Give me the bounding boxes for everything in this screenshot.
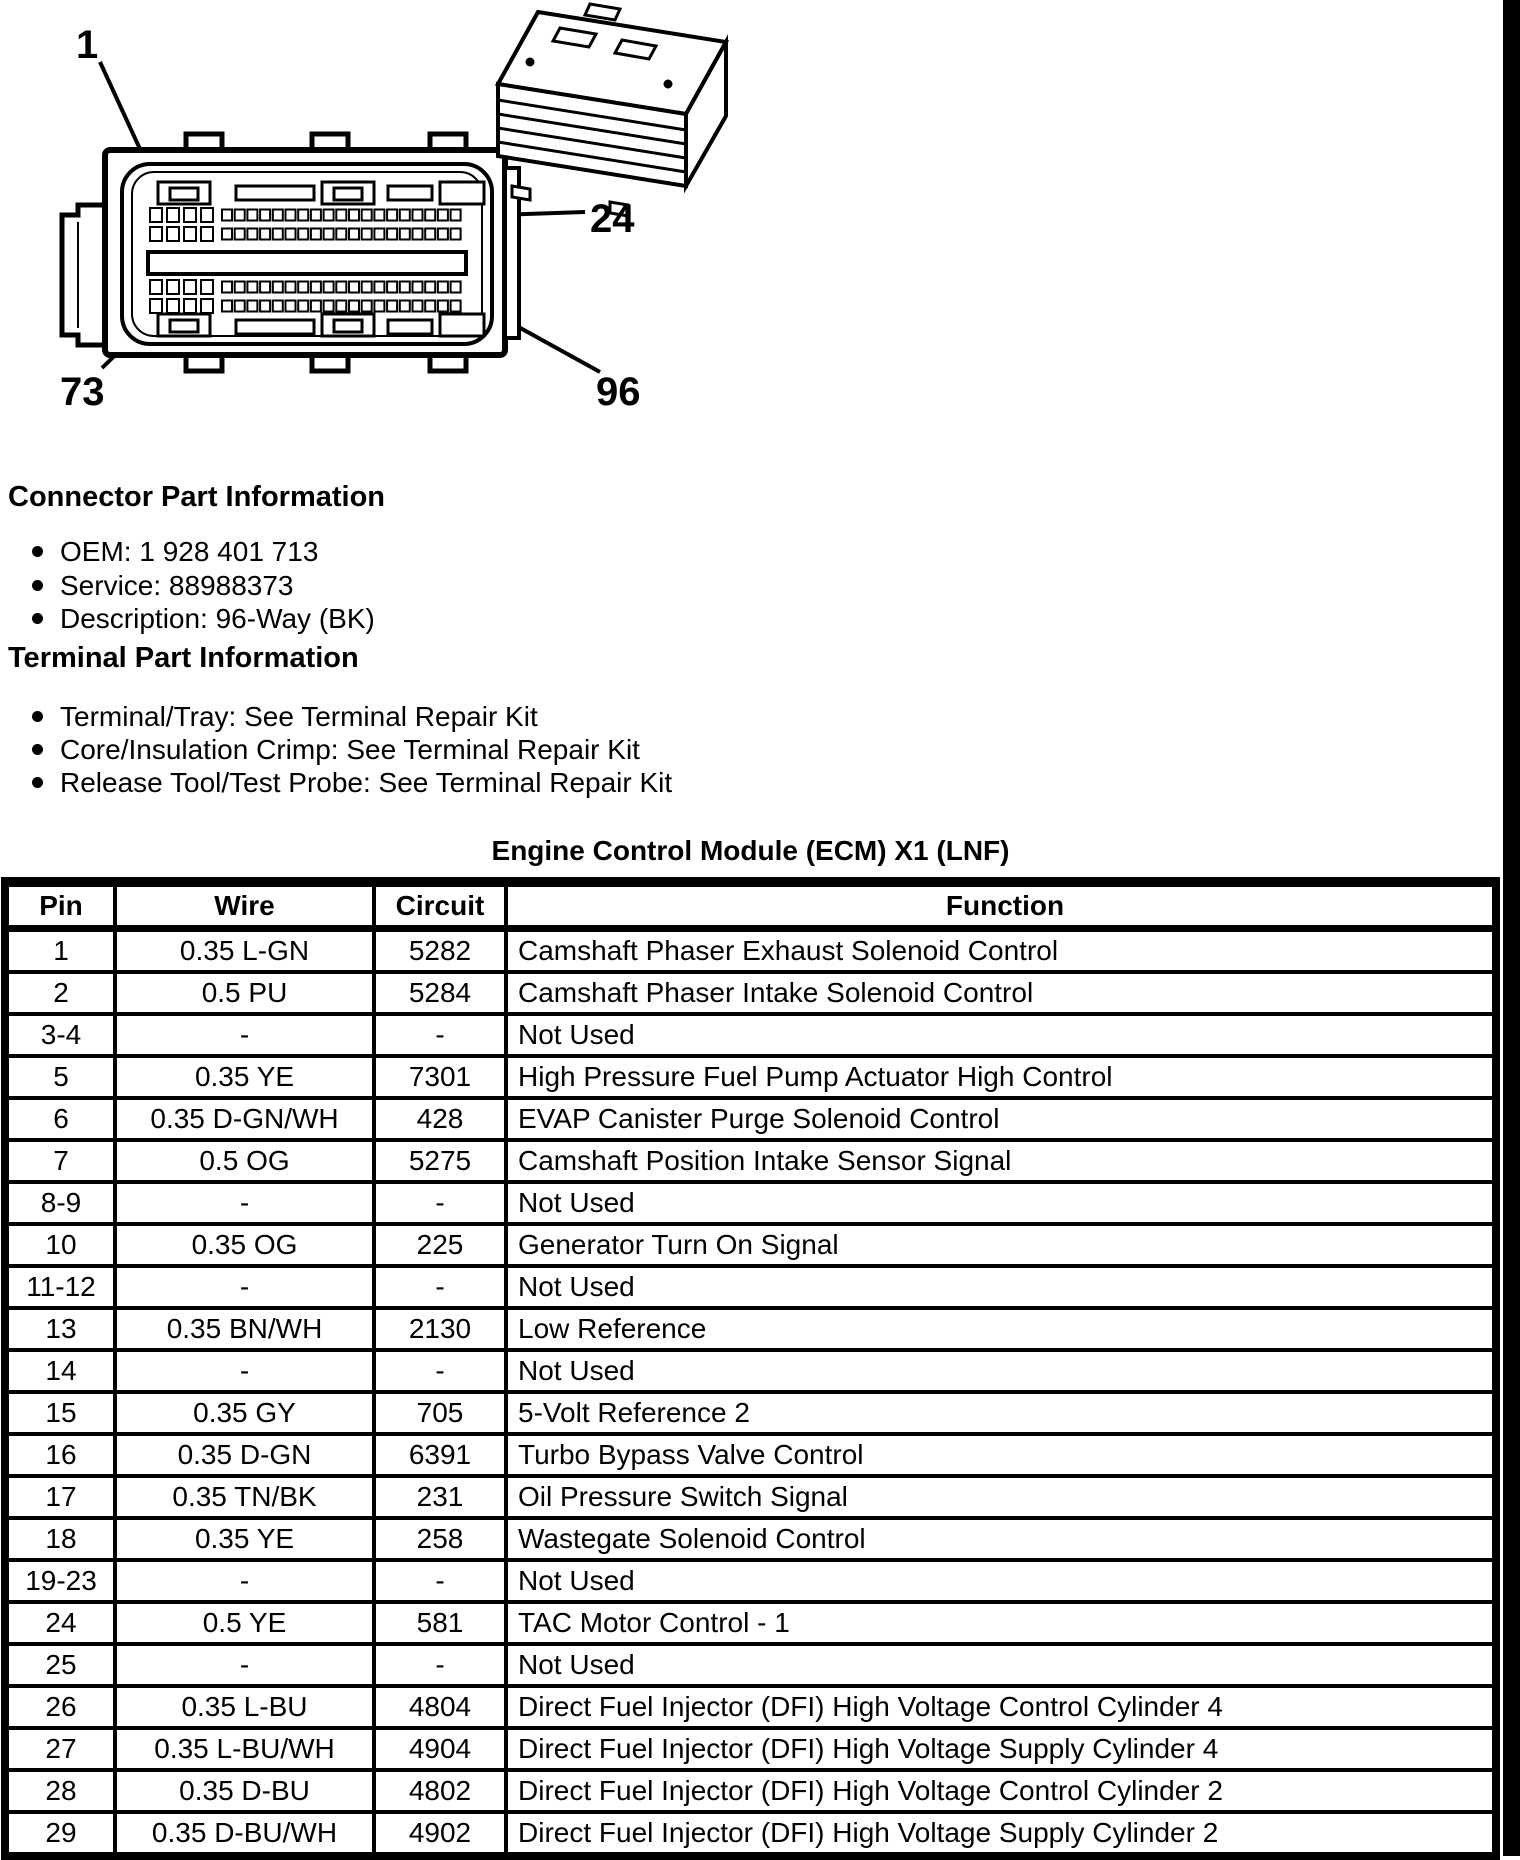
table-row (5, 1434, 1496, 1476)
pin-cell: 18 (5, 1518, 115, 1560)
circuit-cell: 5275 (374, 1140, 506, 1182)
column-header-wire: Wire (115, 882, 374, 929)
oem-value: OEM: 1 928 401 713 (60, 536, 319, 567)
wire-cell: 0.35 OG (115, 1224, 374, 1266)
table-row (5, 1518, 1496, 1560)
wire-cell: - (115, 1350, 374, 1392)
function-cell: Not Used (506, 1182, 1496, 1224)
table-row (5, 1644, 1496, 1686)
pin-cell: 19-23 (5, 1560, 115, 1602)
pin-cell: 11-12 (5, 1266, 115, 1308)
list-item (32, 733, 640, 766)
column-header-circuit: Circuit (374, 882, 506, 929)
pin-cell: 17 (5, 1476, 115, 1518)
list-item (32, 700, 538, 733)
bullet-icon (32, 711, 43, 722)
function-cell: Turbo Bypass Valve Control (506, 1434, 1496, 1476)
function-cell: Camshaft Phaser Exhaust Solenoid Control (506, 929, 1496, 973)
pin-cell: 25 (5, 1644, 115, 1686)
pin-96-label: 96 (596, 370, 641, 414)
circuit-cell: 225 (374, 1224, 506, 1266)
wire-cell: 0.35 L-BU (115, 1686, 374, 1728)
wire-cell: - (115, 1560, 374, 1602)
bullet-icon (32, 777, 43, 788)
function-cell: Not Used (506, 1266, 1496, 1308)
circuit-cell: - (374, 1014, 506, 1056)
pin-cell: 13 (5, 1308, 115, 1350)
list-item (32, 569, 294, 602)
circuit-cell: 5284 (374, 972, 506, 1014)
connector-front-view (62, 134, 519, 371)
wire-cell: 0.35 L-GN (115, 929, 374, 973)
function-cell: Oil Pressure Switch Signal (506, 1476, 1496, 1518)
table-row (5, 1728, 1496, 1770)
wire-cell: 0.5 OG (115, 1140, 374, 1182)
wire-cell: 0.35 YE (115, 1518, 374, 1560)
table-row (5, 1770, 1496, 1812)
connector-3d-view (498, 4, 726, 216)
circuit-cell: - (374, 1560, 506, 1602)
pin-cell: 28 (5, 1770, 115, 1812)
wire-cell: 0.35 D-BU (115, 1770, 374, 1812)
pin-cell: 24 (5, 1602, 115, 1644)
function-cell: 5-Volt Reference 2 (506, 1392, 1496, 1434)
table-row (5, 1224, 1496, 1266)
table-row (5, 1560, 1496, 1602)
function-cell: Wastegate Solenoid Control (506, 1518, 1496, 1560)
release-tool-value: Release Tool/Test Probe: See Terminal Repair Kit (60, 767, 673, 798)
function-cell: Direct Fuel Injector (DFI) High Voltage Supply Cylinder 4 (506, 1728, 1496, 1770)
list-item (32, 535, 318, 568)
wire-cell: 0.35 D-GN (115, 1434, 374, 1476)
bullet-icon (32, 546, 43, 557)
pin-24-label: 24 (590, 197, 635, 241)
scan-edge-bar (1503, 0, 1520, 1856)
pin-cell: 7 (5, 1140, 115, 1182)
description-value: Description: 96-Way (BK) (60, 603, 375, 634)
pin-cell: 5 (5, 1056, 115, 1098)
pin-cell: 1 (5, 929, 115, 973)
wire-cell: 0.35 D-BU/WH (115, 1812, 374, 1856)
table-row (5, 972, 1496, 1014)
table-header-row (5, 882, 1496, 929)
function-cell: Generator Turn On Signal (506, 1224, 1496, 1266)
terminal-part-info-heading: Terminal Part Information (8, 642, 359, 674)
column-header-pin: Pin (5, 882, 115, 929)
pinout-table (1, 877, 1500, 1860)
table-row (5, 1602, 1496, 1644)
pin-73-label: 73 (60, 370, 105, 414)
circuit-cell: 258 (374, 1518, 506, 1560)
table-row (5, 1140, 1496, 1182)
function-cell: High Pressure Fuel Pump Actuator High Control (506, 1056, 1496, 1098)
circuit-cell: - (374, 1266, 506, 1308)
pin-cell: 15 (5, 1392, 115, 1434)
function-cell: TAC Motor Control - 1 (506, 1602, 1496, 1644)
table-row (5, 1056, 1496, 1098)
pin-cell: 29 (5, 1812, 115, 1856)
pin-cell: 6 (5, 1098, 115, 1140)
circuit-cell: 4904 (374, 1728, 506, 1770)
function-cell: Not Used (506, 1560, 1496, 1602)
core-insulation-value: Core/Insulation Crimp: See Terminal Repair Kit (60, 734, 640, 765)
bullet-icon (32, 580, 43, 591)
function-cell: Not Used (506, 1350, 1496, 1392)
wire-cell: - (115, 1644, 374, 1686)
pin-cell: 27 (5, 1728, 115, 1770)
wire-cell: - (115, 1182, 374, 1224)
table-row (5, 1014, 1496, 1056)
circuit-cell: 7301 (374, 1056, 506, 1098)
table-row (5, 1812, 1496, 1856)
connector-diagram (0, 0, 770, 430)
circuit-cell: - (374, 1644, 506, 1686)
circuit-cell: 4802 (374, 1770, 506, 1812)
column-header-function: Function (506, 882, 1496, 929)
table-row (5, 1686, 1496, 1728)
circuit-cell: 5282 (374, 929, 506, 973)
pin-cell: 26 (5, 1686, 115, 1728)
table-row (5, 929, 1496, 973)
wire-cell: - (115, 1014, 374, 1056)
function-cell: Direct Fuel Injector (DFI) High Voltage Control Cylinder 4 (506, 1686, 1496, 1728)
circuit-cell: - (374, 1182, 506, 1224)
pin-cell: 3-4 (5, 1014, 115, 1056)
bullet-icon (32, 613, 43, 624)
pin-cell: 10 (5, 1224, 115, 1266)
function-cell: Direct Fuel Injector (DFI) High Voltage Supply Cylinder 2 (506, 1812, 1496, 1856)
circuit-cell: 2130 (374, 1308, 506, 1350)
list-item (32, 766, 672, 799)
service-value: Service: 88988373 (60, 570, 294, 601)
list-item (32, 602, 375, 635)
circuit-cell: 705 (374, 1392, 506, 1434)
wire-cell: 0.35 L-BU/WH (115, 1728, 374, 1770)
table-row (5, 1098, 1496, 1140)
table-row (5, 1476, 1496, 1518)
function-cell: Not Used (506, 1014, 1496, 1056)
bullet-icon (32, 744, 43, 755)
circuit-cell: 428 (374, 1098, 506, 1140)
wire-cell: 0.35 YE (115, 1056, 374, 1098)
circuit-cell: 4902 (374, 1812, 506, 1856)
circuit-cell: 4804 (374, 1686, 506, 1728)
table-row (5, 1266, 1496, 1308)
table-row (5, 1350, 1496, 1392)
pin-cell: 2 (5, 972, 115, 1014)
pin-cell: 16 (5, 1434, 115, 1476)
wire-cell: 0.35 TN/BK (115, 1476, 374, 1518)
table-title: Engine Control Module (ECM) X1 (LNF) (491, 835, 1010, 866)
function-cell: Camshaft Phaser Intake Solenoid Control (506, 972, 1496, 1014)
connector-part-info-heading: Connector Part Information (8, 481, 386, 513)
wire-cell: 0.35 BN/WH (115, 1308, 374, 1350)
table-row (5, 1392, 1496, 1434)
pin-cell: 8-9 (5, 1182, 115, 1224)
circuit-cell: - (374, 1350, 506, 1392)
wire-cell: 0.5 PU (115, 972, 374, 1014)
pin-1-label: 1 (76, 23, 99, 67)
terminal-tray-value: Terminal/Tray: See Terminal Repair Kit (60, 701, 538, 732)
table-row (5, 1182, 1496, 1224)
function-cell: Low Reference (506, 1308, 1496, 1350)
wire-cell: 0.35 D-GN/WH (115, 1098, 374, 1140)
wire-cell: 0.5 YE (115, 1602, 374, 1644)
center-slot (148, 252, 466, 274)
circuit-cell: 6391 (374, 1434, 506, 1476)
circuit-cell: 231 (374, 1476, 506, 1518)
function-cell: Not Used (506, 1644, 1496, 1686)
wire-cell: 0.35 GY (115, 1392, 374, 1434)
circuit-cell: 581 (374, 1602, 506, 1644)
function-cell: Direct Fuel Injector (DFI) High Voltage Control Cylinder 2 (506, 1770, 1496, 1812)
pin-cell: 14 (5, 1350, 115, 1392)
wire-cell: - (115, 1266, 374, 1308)
function-cell: Camshaft Position Intake Sensor Signal (506, 1140, 1496, 1182)
function-cell: EVAP Canister Purge Solenoid Control (506, 1098, 1496, 1140)
table-row (5, 1308, 1496, 1350)
